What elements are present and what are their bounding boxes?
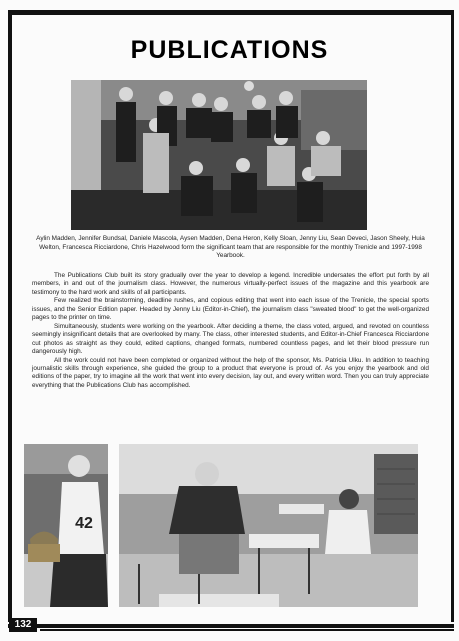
- footer-bar-thin: [40, 629, 454, 631]
- photo-caption: Aylin Madden, Jennifer Bundsal, Daniele Mascola, Aysen Madden, Dena Heron, Kelly Sloan, Jenny Liu, Sean Deveci, Jason Sheely, Huia Welton, Francesca Ricciardone, Chris Hazelwood form the significant team that are responsible for the monthly Trenicle and 1997-1998 Yearbook.: [36, 235, 425, 260]
- body-paragraph: The Publications Club built its story gradually over the year to develop a legend. Incredible undersates the effort put forth by all members, in and out of the journalism class. However, the numerous virtually-perfect issues of the magazine and this yearbook are testimony to the hard work and skills of all participants.: [32, 272, 429, 296]
- page-number: 132: [9, 618, 37, 632]
- page-title: PUBLICATIONS: [130, 36, 329, 64]
- article-body: [32, 272, 429, 390]
- body-paragraph: Few realized the brainstorming, deadline rushes, and copious editing that went into each issue of the Trenicle, the special sports issues, and the Senior Edition paper. Headed by Jenny Liu (Editor-in-Chief), the journalism class "sweated blood" to get the well-organized pages to the printer on time.: [32, 297, 429, 322]
- jersey-number: 42: [75, 515, 93, 532]
- frame-right-border: [451, 10, 454, 622]
- footer-bar: [8, 624, 454, 628]
- body-paragraph: All the work could not have been completed or organized without the help of the sponsor, Ms. Patricia Ulku. In addition to teaching journalistic skills through experience, she guided the group to a product that everyone is proud of. As you enjoy the yearbook and old editions of the paper, try to imagine all the work that went into every decision, lay out, and every written word. Then you can truly appreciate everything that the Publications Club has accomplished.: [32, 356, 429, 389]
- frame-left-border: [8, 10, 12, 622]
- group-photo: [71, 80, 367, 230]
- basketball-photo: [24, 444, 108, 607]
- body-paragraph: Simultaneously, students were working on the yearbook. After deciding a theme, the class voted, argued, and revoted on countless seemingly insignificant details that are overlooked by many. The class, other interested students, and Editor-in-Chief Francesca Ricciardone cut photos as straight as they could, edited captions, changed formats, numbered countless pages, and let their blood pressure run dangerously high.: [32, 322, 429, 356]
- classroom-photo: [119, 444, 418, 607]
- frame-top-border: [8, 10, 453, 15]
